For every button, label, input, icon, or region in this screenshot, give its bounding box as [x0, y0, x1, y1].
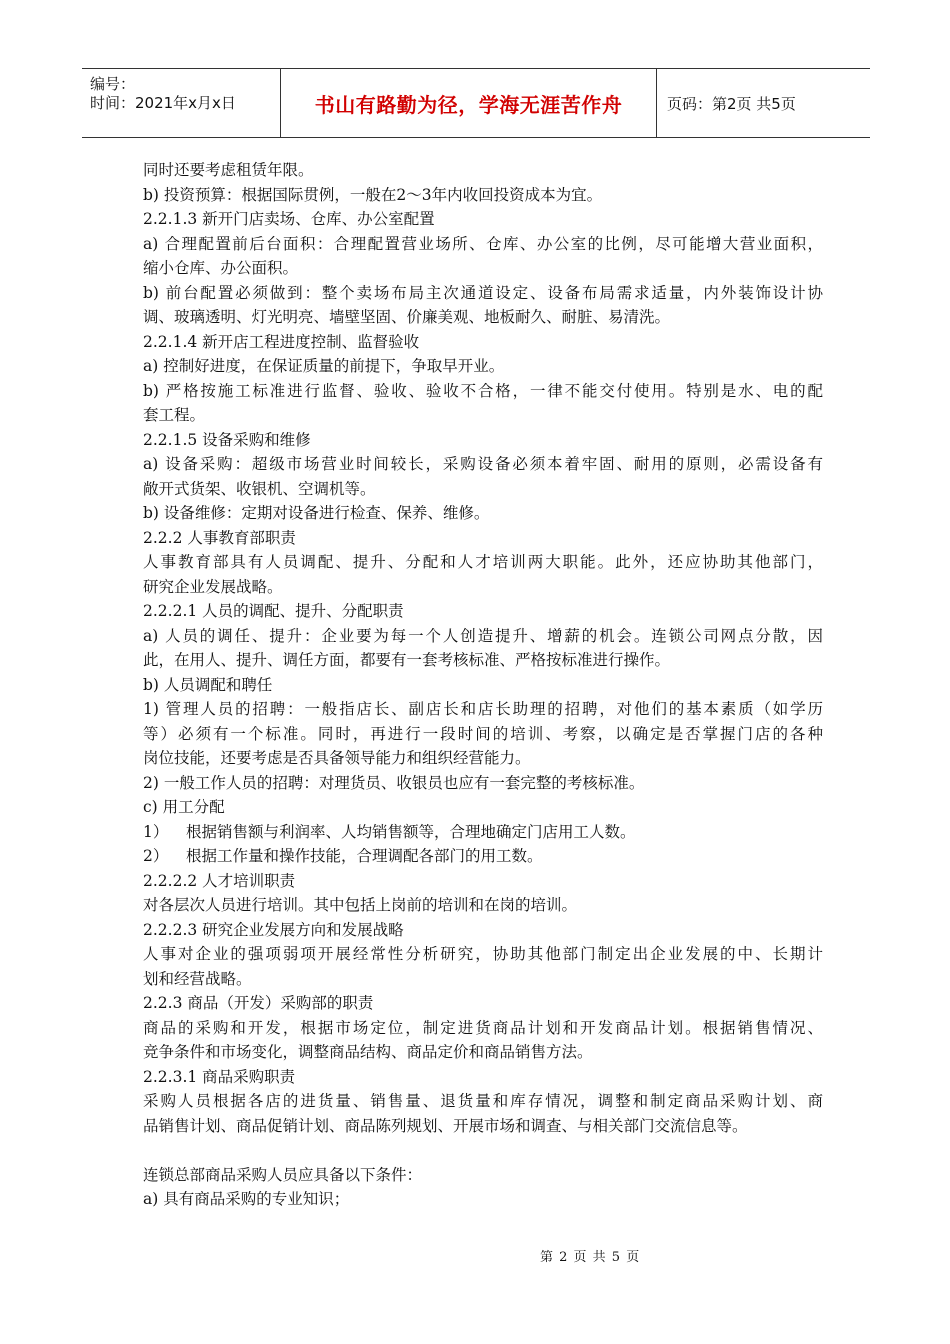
- time-label: 时间：2021年x月x日: [90, 94, 236, 112]
- blank-line: [143, 1138, 823, 1163]
- text-line: b) 人员调配和聘任: [143, 675, 273, 694]
- text-line: a) 合理配置前后台面积：合理配置营业场所、仓库、办公室的比例，尽可能增大营业面积，: [143, 234, 823, 253]
- page-number-label: 页码：第2页 共5页: [667, 94, 796, 113]
- text-line: c) 用工分配: [143, 798, 225, 816]
- text-line: 2.2.2.1 人员的调配、提升、分配职责: [143, 602, 404, 620]
- list-item-text: 根据工作量和操作技能，合理调配各部门的用工数。: [186, 847, 543, 865]
- text-line: 2.2.3.1 商品采购职责: [143, 1067, 296, 1086]
- page-header: [82, 68, 870, 138]
- text-line: 连锁总部商品采购人员应具备以下条件：: [143, 1165, 423, 1184]
- text-line: 品销售计划、商品促销计划、商品陈列规划、开展市场和调查、与相关部门交流信息等。: [143, 1116, 748, 1135]
- text-line: 1) 管理人员的招聘：一般指店长、副店长和店长助理的招聘，对他们的基本素质（如学历: [143, 700, 823, 718]
- text-line: 2.2.1.5 设备采购和维修: [143, 430, 311, 449]
- text-line: 调、玻璃透明、灯光明亮、墙壁坚固、价廉美观、地板耐久、耐脏、易清洗。: [143, 308, 671, 326]
- text-line: 2.2.2.2 人才培训职责: [143, 871, 296, 890]
- text-line: 2.2.2.3 研究企业发展方向和发展战略: [143, 920, 404, 939]
- number-label: 编号：: [90, 75, 136, 93]
- text-line: 岗位技能，还要考虑是否具备领导能力和组织经营能力。: [143, 749, 531, 767]
- text-line: 2.2.2 人事教育部职责: [143, 528, 296, 547]
- text-line: 商品的采购和开发，根据市场定位，制定进货商品计划和开发商品计划。根据销售情况、: [143, 1018, 823, 1037]
- text-line: 缩小仓库、办公面积。: [143, 259, 299, 277]
- text-line: 2.2.1.3 新开门店卖场、仓库、办公室配置: [143, 210, 435, 228]
- text-line: 套工程。: [143, 406, 206, 424]
- text-line: b) 投资预算：根据国际贯例，一般在2～3年内收回投资成本为宜。: [143, 185, 603, 204]
- text-line: 同时还要考虑租赁年限。: [143, 161, 314, 179]
- text-line: 人事教育部具有人员调配、提升、分配和人才培训两大职能。此外，还应协助其他部门，: [143, 553, 823, 571]
- text-line: 对各层次人员进行培训。其中包括上岗前的培训和在岗的培训。: [143, 896, 578, 914]
- list-item-number: 2）: [143, 847, 169, 865]
- header-motto: 书山有路勤为径，学海无涯苦作舟: [281, 69, 657, 137]
- text-line: a) 设备采购：超级市场营业时间较长，采购设备必须本着牢固、耐用的原则，必需设备有: [143, 455, 823, 473]
- text-line: b) 严格按施工标准进行监督、验收、验收不合格，一律不能交付使用。特别是水、电的配: [143, 381, 823, 400]
- text-line: 2.2.3 商品（开发）采购部的职责: [143, 994, 374, 1012]
- text-line: b) 设备维修：定期对设备进行检查、保养、维修。: [143, 504, 490, 522]
- text-line: a) 具有商品采购的专业知识；: [143, 1190, 350, 1208]
- text-line: a) 控制好进度，在保证质量的前提下，争取早开业。: [143, 357, 505, 375]
- text-line: 等）必须有一个标准。同时，再进行一段时间的培训、考察，以确定是否掌握门店的各种: [143, 724, 823, 743]
- text-line: 竞争条件和市场变化，调整商品结构、商品定价和商品销售方法。: [143, 1043, 593, 1061]
- page-footer: 第 2 页 共 5 页: [540, 1250, 641, 1265]
- list-item-number: 1）: [143, 822, 169, 841]
- header-info-cell: [82, 69, 281, 137]
- text-line: 敞开式货架、收银机、空调机等。: [143, 479, 376, 498]
- document-body: [143, 158, 823, 1212]
- text-line: a) 人员的调任、提升：企业要为每一个人创造提升、增薪的机会。连锁公司网点分散，因: [143, 626, 823, 645]
- list-item: [143, 820, 823, 845]
- text-line: 此，在用人、提升、调任方面，都要有一套考核标准、严格按标准进行操作。: [143, 651, 671, 669]
- text-line: 2.2.1.4 新开店工程进度控制、监督验收: [143, 332, 420, 351]
- list-item: [143, 844, 823, 869]
- text-line: 研究企业发展战略。: [143, 577, 283, 596]
- text-line: 采购人员根据各店的进货量、销售量、退货量和库存情况，调整和制定商品采购计划、商: [143, 1092, 823, 1110]
- list-item-text: 根据销售额与利润率、人均销售额等，合理地确定门店用工人数。: [186, 822, 636, 841]
- text-line: 2) 一般工作人员的招聘：对理货员、收银员也应有一套完整的考核标准。: [143, 773, 645, 792]
- text-line: 划和经营战略。: [143, 969, 252, 988]
- text-line: b) 前台配置必须做到：整个卖场布局主次通道设定、设备布局需求适量，内外装饰设计协: [143, 283, 823, 302]
- text-line: 人事对企业的强项弱项开展经常性分析研究，协助其他部门制定出企业发展的中、长期计: [143, 945, 823, 963]
